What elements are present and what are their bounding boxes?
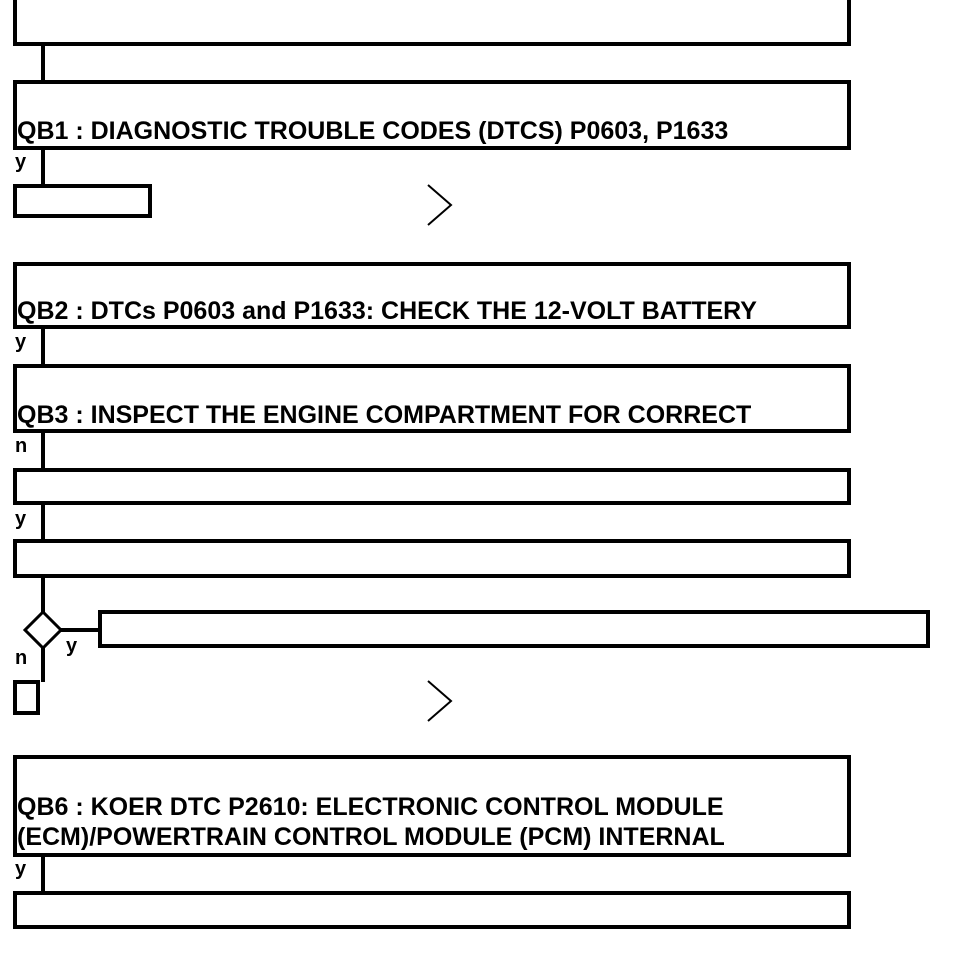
chevron-right-icon <box>428 681 451 721</box>
edge-label-qb2-yes: y <box>15 331 27 353</box>
node-qb5-text <box>17 575 640 578</box>
node-qb2-text: QB2 : DTCs P0603 and P1633: CHECK THE 12-VOLT BATTERY <box>17 297 757 325</box>
node-qb4-text <box>17 501 442 505</box>
node-qb6 <box>13 755 851 857</box>
node-qb1 <box>13 80 851 150</box>
node-z-text <box>17 710 32 715</box>
node-qb1-text: QB1 : DIAGNOSTIC TROUBLE CODES (DTCS) P0603, P1633 <box>17 117 729 145</box>
node-qb <box>13 0 851 46</box>
decision-diamond <box>25 612 61 648</box>
node-qb2 <box>13 262 851 329</box>
node-qb3 <box>13 364 851 433</box>
edge-label-qb5-no: n <box>15 647 28 669</box>
node-qb3-text: QB3 : INSPECT THE ENGINE COMPARTMENT FOR CORRECT <box>17 401 752 429</box>
edge-label-qb6-yes: y <box>15 858 27 880</box>
node-z-ref <box>13 680 40 715</box>
chevron-right-icon <box>428 185 451 225</box>
node-qb7-text <box>17 926 586 929</box>
node-qb2-qb6-ref <box>13 184 152 218</box>
node-qb6-text: QB6 : KOER DTC P2610: ELECTRONIC CONTROL MODULE (ECM)/POWERTRAIN CONTROL MODULE (PCM) INTERNAL <box>17 793 725 851</box>
node-qb7-branch-text <box>106 645 675 648</box>
node-qb7 <box>13 891 851 929</box>
node-qb7-branch <box>98 610 930 648</box>
node-qb4 <box>13 468 851 505</box>
node-qb5 <box>13 539 851 578</box>
edge-label-qb4-yes: y <box>15 508 27 530</box>
node-qb2-qb6-text <box>17 213 134 218</box>
edge-label-qb3-no: n <box>15 435 28 457</box>
edge-label-qb5-yes: y <box>66 635 78 657</box>
node-qb-text <box>17 43 404 46</box>
edge-label-qb1-yes: y <box>15 151 27 173</box>
